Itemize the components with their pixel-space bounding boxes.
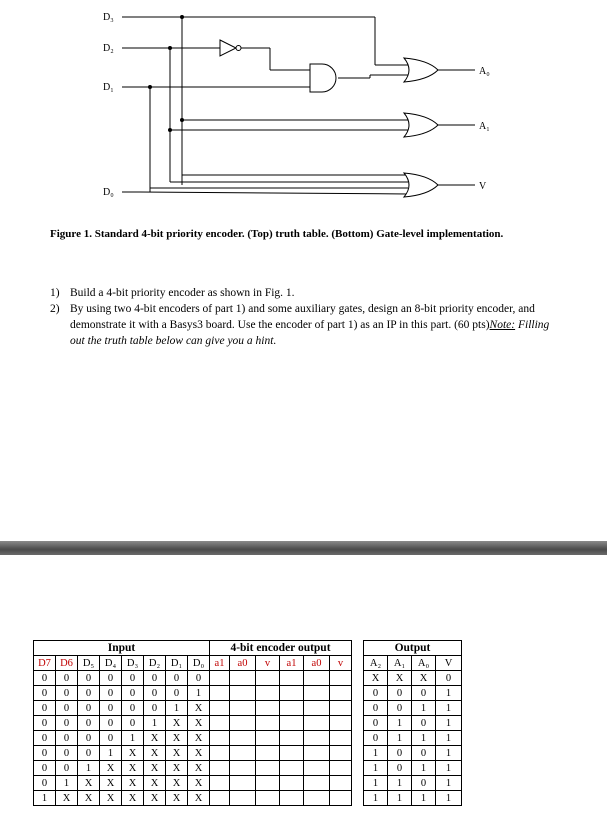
encoder-cell: [304, 746, 330, 761]
input-header: D7: [34, 656, 56, 671]
output-cell: 1: [436, 776, 462, 791]
input-header: D₄: [100, 656, 122, 671]
encoder-cell: [304, 776, 330, 791]
page-divider: [0, 541, 607, 555]
output-cell: 0: [388, 701, 412, 716]
encoder-header: v: [330, 656, 352, 671]
input-cell: X: [78, 791, 100, 806]
group-header-row: [34, 641, 462, 656]
header-gap: [352, 656, 364, 671]
task-text: Build a 4-bit priority encoder as shown in Fig. 1.: [70, 287, 295, 299]
output-cell: 1: [388, 716, 412, 731]
input-cell: 0: [78, 671, 100, 686]
input-cell: 1: [122, 731, 144, 746]
input-cell: X: [144, 791, 166, 806]
encoder-cell: [256, 701, 280, 716]
encoder-cell: [330, 686, 352, 701]
output-cell: 1: [436, 746, 462, 761]
label-a0: A₀: [479, 66, 490, 77]
input-cell: X: [166, 716, 188, 731]
encoder-cell: [256, 761, 280, 776]
encoder-cell: [210, 671, 230, 686]
encoder-cell: [230, 731, 256, 746]
output-cell: 0: [412, 776, 436, 791]
input-cell: X: [122, 791, 144, 806]
input-cell: X: [166, 746, 188, 761]
input-cell: X: [144, 746, 166, 761]
input-cell: X: [100, 776, 122, 791]
row-gap: [352, 671, 364, 686]
input-header: D₃: [122, 656, 144, 671]
encoder-cell: [330, 776, 352, 791]
input-cell: 1: [166, 701, 188, 716]
input-cell: X: [188, 761, 210, 776]
encoder-cell: [330, 761, 352, 776]
output-cell: 1: [388, 791, 412, 806]
input-cell: 0: [34, 746, 56, 761]
encoder-cell: [280, 701, 304, 716]
output-cell: 1: [412, 731, 436, 746]
table-row: [34, 791, 462, 806]
encoder-cell: [280, 746, 304, 761]
input-cell: 0: [122, 701, 144, 716]
encoder-cell: [304, 731, 330, 746]
output-header: A₁: [388, 656, 412, 671]
encoder-cell: [256, 791, 280, 806]
input-cell: X: [122, 761, 144, 776]
encoder-cell: [256, 746, 280, 761]
label-d1: D₁: [103, 82, 114, 93]
task-number: 2): [50, 303, 60, 315]
encoder-header: a0: [304, 656, 330, 671]
input-cell: 0: [78, 731, 100, 746]
encoder-cell: [210, 746, 230, 761]
encoder-header: a1: [280, 656, 304, 671]
input-cell: X: [122, 776, 144, 791]
row-gap: [352, 746, 364, 761]
row-gap: [352, 701, 364, 716]
output-header: A₂: [364, 656, 388, 671]
task-number: 1): [50, 287, 60, 299]
row-gap: [352, 686, 364, 701]
task-2: [50, 301, 560, 349]
task-1: [50, 285, 560, 301]
output-cell: 0: [388, 746, 412, 761]
table-row: [34, 746, 462, 761]
input-group-header: Input: [34, 641, 210, 656]
encoder-header: v: [256, 656, 280, 671]
input-cell: 0: [100, 671, 122, 686]
encoder-cell: [330, 701, 352, 716]
encoder-cell: [256, 731, 280, 746]
encoder-cell: [304, 716, 330, 731]
gate-level-circuit: [0, 0, 607, 225]
input-cell: 0: [166, 686, 188, 701]
output-cell: X: [364, 671, 388, 686]
input-cell: 0: [144, 671, 166, 686]
input-cell: X: [166, 761, 188, 776]
output-group-header: Output: [364, 641, 462, 656]
input-cell: 0: [34, 731, 56, 746]
note-label: Note:: [489, 319, 516, 331]
input-cell: 0: [144, 686, 166, 701]
output-cell: X: [412, 671, 436, 686]
encoder-cell: [280, 776, 304, 791]
input-cell: X: [122, 746, 144, 761]
encoder-header: a0: [230, 656, 256, 671]
table-row: [34, 716, 462, 731]
output-cell: 0: [388, 686, 412, 701]
input-header: D₂: [144, 656, 166, 671]
output-cell: 0: [364, 731, 388, 746]
input-cell: 0: [56, 731, 78, 746]
input-cell: X: [144, 761, 166, 776]
encoder-cell: [330, 716, 352, 731]
encoder-cell: [304, 686, 330, 701]
input-cell: 1: [144, 716, 166, 731]
encoder-cell: [256, 686, 280, 701]
input-cell: 0: [56, 716, 78, 731]
encoder-cell: [230, 671, 256, 686]
encoder-cell: [304, 671, 330, 686]
input-cell: X: [188, 716, 210, 731]
input-cell: 1: [34, 791, 56, 806]
table-row: [34, 731, 462, 746]
input-cell: X: [188, 731, 210, 746]
output-cell: 0: [364, 686, 388, 701]
input-cell: X: [144, 776, 166, 791]
input-cell: 1: [56, 776, 78, 791]
input-cell: X: [56, 791, 78, 806]
input-cell: 0: [122, 716, 144, 731]
encoder-cell: [210, 731, 230, 746]
input-header: D₅: [78, 656, 100, 671]
label-d0: D₀: [103, 187, 114, 198]
input-cell: 0: [78, 686, 100, 701]
output-cell: 1: [364, 761, 388, 776]
output-cell: 1: [436, 701, 462, 716]
row-gap: [352, 761, 364, 776]
output-cell: 1: [364, 776, 388, 791]
row-gap: [352, 731, 364, 746]
input-cell: 0: [34, 761, 56, 776]
input-cell: 0: [34, 701, 56, 716]
encoder-cell: [304, 701, 330, 716]
output-cell: 1: [436, 791, 462, 806]
input-cell: 0: [78, 701, 100, 716]
output-cell: 0: [436, 671, 462, 686]
input-cell: 1: [78, 761, 100, 776]
encoder-cell: [256, 776, 280, 791]
or-gate-a0: [404, 58, 438, 82]
encoder-header: a1: [210, 656, 230, 671]
encoder-cell: [210, 701, 230, 716]
encoder-cell: [230, 686, 256, 701]
table-row: [34, 776, 462, 791]
encoder-cell: [280, 686, 304, 701]
input-cell: X: [166, 731, 188, 746]
or-gate-v: [404, 173, 438, 197]
input-cell: 0: [56, 686, 78, 701]
figure-caption: Figure 1. Standard 4-bit priority encoder. (Top) truth table. (Bottom) Gate-level implementation.: [50, 228, 504, 240]
output-cell: 1: [436, 686, 462, 701]
row-gap: [352, 791, 364, 806]
output-cell: 1: [364, 746, 388, 761]
output-cell: X: [388, 671, 412, 686]
note-text: Filling out the truth table below can give you a hint.: [70, 319, 550, 347]
row-gap: [352, 716, 364, 731]
input-cell: 0: [122, 686, 144, 701]
encoder-cell: [230, 761, 256, 776]
label-v: V: [479, 181, 487, 192]
output-cell: 0: [388, 761, 412, 776]
table-row: [34, 701, 462, 716]
input-cell: 0: [56, 746, 78, 761]
input-cell: 0: [100, 686, 122, 701]
output-cell: 1: [412, 701, 436, 716]
input-header: D₁: [166, 656, 188, 671]
header-gap: [352, 641, 364, 656]
input-cell: 1: [188, 686, 210, 701]
output-header: V: [436, 656, 462, 671]
input-cell: 0: [144, 701, 166, 716]
input-cell: 0: [166, 671, 188, 686]
output-cell: 1: [412, 791, 436, 806]
input-header: D₀: [188, 656, 210, 671]
table-row: [34, 671, 462, 686]
task-body: By using two 4-bit encoders of part 1) and some auxiliary gates, design an 8-bit priority encoder, and demonstrate it with a Basys3 board. Use the encoder of part 1) as an IP in this part. (60 pts): [70, 303, 535, 331]
encoder-cell: [304, 761, 330, 776]
not-gate: [220, 40, 241, 56]
input-cell: 0: [78, 746, 100, 761]
encoder-cell: [210, 716, 230, 731]
encoder-cell: [330, 731, 352, 746]
encoder-cell: [330, 671, 352, 686]
encoder-cell: [230, 701, 256, 716]
encoder-cell: [256, 671, 280, 686]
input-cell: 0: [34, 686, 56, 701]
input-cell: 0: [56, 761, 78, 776]
column-header-row: [34, 656, 462, 671]
task-text: [70, 301, 560, 349]
output-cell: 0: [412, 686, 436, 701]
encoder-cell: [230, 716, 256, 731]
encoder-cell: [280, 761, 304, 776]
encoder-cell: [230, 746, 256, 761]
input-cell: X: [188, 791, 210, 806]
input-cell: X: [188, 776, 210, 791]
encoder-cell: [210, 686, 230, 701]
input-cell: X: [166, 776, 188, 791]
output-cell: 1: [436, 731, 462, 746]
input-cell: 0: [122, 671, 144, 686]
input-cell: 0: [56, 671, 78, 686]
truth-table: [33, 640, 462, 806]
encoder-cell: [280, 791, 304, 806]
output-cell: 0: [412, 746, 436, 761]
encoder-cell: [210, 761, 230, 776]
input-cell: X: [144, 731, 166, 746]
output-header: A₀: [412, 656, 436, 671]
output-cell: 0: [412, 716, 436, 731]
row-gap: [352, 776, 364, 791]
input-cell: 0: [100, 731, 122, 746]
output-cell: 1: [388, 776, 412, 791]
output-cell: 1: [364, 791, 388, 806]
and-gate: [310, 64, 336, 92]
input-cell: 0: [188, 671, 210, 686]
encoder-cell: [330, 791, 352, 806]
input-cell: X: [100, 761, 122, 776]
encoder-cell: [210, 776, 230, 791]
input-cell: 0: [100, 716, 122, 731]
input-cell: X: [166, 791, 188, 806]
encoder-cell: [210, 791, 230, 806]
label-d2: D₂: [103, 43, 114, 54]
or-gate-a1: [404, 113, 438, 137]
input-cell: 0: [34, 716, 56, 731]
encoder-cell: [280, 731, 304, 746]
table-row: [34, 761, 462, 776]
encoder-cell: [304, 791, 330, 806]
output-cell: 1: [436, 761, 462, 776]
input-cell: 1: [100, 746, 122, 761]
label-d3: D₃: [103, 12, 114, 23]
input-cell: 0: [78, 716, 100, 731]
encoder-group-header: 4-bit encoder output: [210, 641, 352, 656]
input-cell: 0: [34, 776, 56, 791]
input-header: D6: [56, 656, 78, 671]
output-cell: 0: [364, 701, 388, 716]
input-cell: X: [188, 746, 210, 761]
output-cell: 1: [388, 731, 412, 746]
encoder-cell: [256, 716, 280, 731]
input-cell: X: [188, 701, 210, 716]
encoder-cell: [280, 716, 304, 731]
encoder-cell: [330, 746, 352, 761]
encoder-cell: [280, 671, 304, 686]
output-cell: 1: [436, 716, 462, 731]
label-a1: A₁: [479, 121, 490, 132]
encoder-cell: [230, 776, 256, 791]
encoder-cell: [230, 791, 256, 806]
output-cell: 1: [412, 761, 436, 776]
input-cell: X: [100, 791, 122, 806]
input-cell: 0: [100, 701, 122, 716]
table-row: [34, 686, 462, 701]
input-cell: X: [78, 776, 100, 791]
input-cell: 0: [34, 671, 56, 686]
input-cell: 0: [56, 701, 78, 716]
output-cell: 0: [364, 716, 388, 731]
